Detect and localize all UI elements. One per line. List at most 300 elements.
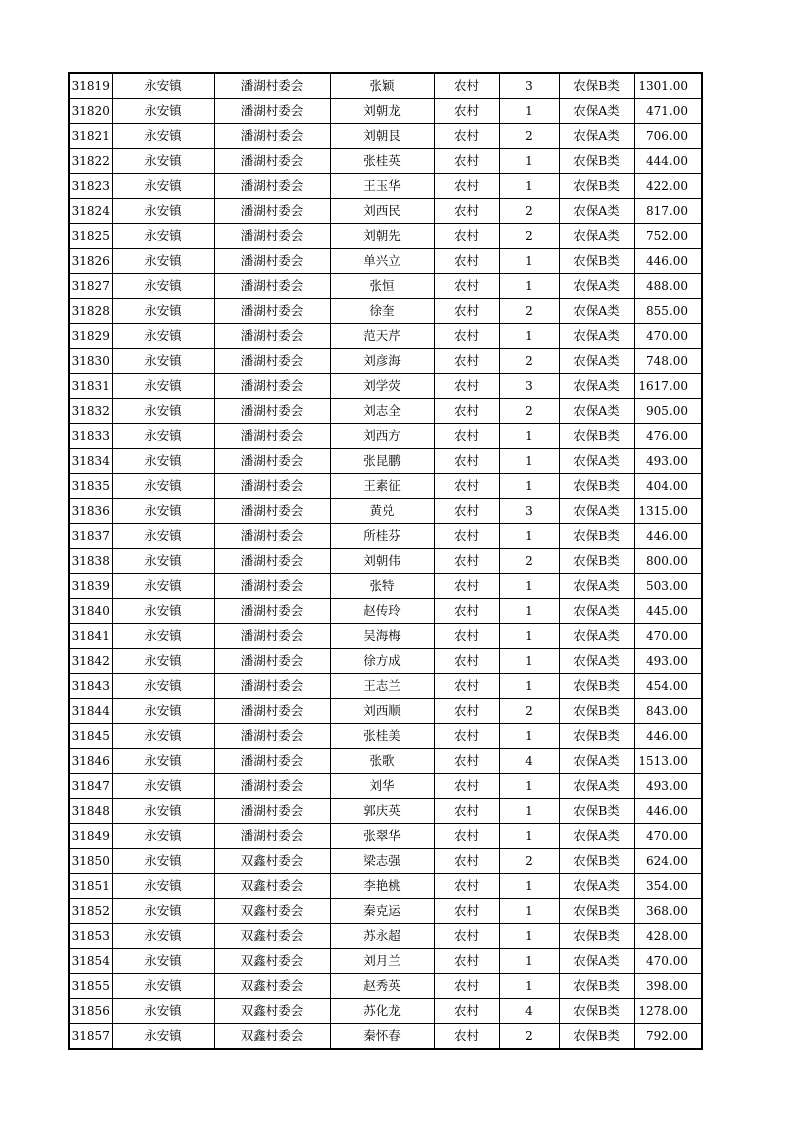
village-cell: 潘湖村委会 (214, 374, 330, 399)
town-cell: 永安镇 (112, 824, 214, 849)
row-id-cell: 31840 (69, 599, 112, 624)
row-id-cell: 31824 (69, 199, 112, 224)
amount-cell: 368.00 (634, 899, 702, 924)
household-count-cell: 2 (499, 349, 559, 374)
village-cell: 潘湖村委会 (214, 424, 330, 449)
name-cell: 刘朝先 (330, 224, 434, 249)
name-cell: 吴海梅 (330, 624, 434, 649)
amount-cell: 748.00 (634, 349, 702, 374)
town-cell: 永安镇 (112, 149, 214, 174)
table-row (69, 1024, 702, 1050)
town-cell: 永安镇 (112, 1024, 214, 1050)
row-id-cell: 31819 (69, 73, 112, 99)
row-id-cell: 31841 (69, 624, 112, 649)
data-table (68, 72, 703, 1050)
row-id-cell: 31851 (69, 874, 112, 899)
category-cell: 农保A类 (559, 624, 634, 649)
category-cell: 农保A类 (559, 224, 634, 249)
category-cell: 农保A类 (559, 599, 634, 624)
category-cell: 农保A类 (559, 874, 634, 899)
village-cell: 潘湖村委会 (214, 599, 330, 624)
town-cell: 永安镇 (112, 449, 214, 474)
row-id-cell: 31848 (69, 799, 112, 824)
table-row (69, 374, 702, 399)
town-cell: 永安镇 (112, 599, 214, 624)
household-count-cell: 1 (499, 424, 559, 449)
name-cell: 刘彦海 (330, 349, 434, 374)
category-cell: 农保B类 (559, 149, 634, 174)
amount-cell: 446.00 (634, 249, 702, 274)
area-type-cell: 农村 (434, 349, 499, 374)
household-count-cell: 1 (499, 774, 559, 799)
town-cell: 永安镇 (112, 174, 214, 199)
amount-cell: 800.00 (634, 549, 702, 574)
village-cell: 潘湖村委会 (214, 549, 330, 574)
name-cell: 赵传玲 (330, 599, 434, 624)
row-id-cell: 31821 (69, 124, 112, 149)
table-row (69, 649, 702, 674)
name-cell: 秦怀春 (330, 1024, 434, 1050)
category-cell: 农保A类 (559, 124, 634, 149)
area-type-cell: 农村 (434, 73, 499, 99)
row-id-cell: 31828 (69, 299, 112, 324)
table-row (69, 249, 702, 274)
row-id-cell: 31822 (69, 149, 112, 174)
village-cell: 双鑫村委会 (214, 899, 330, 924)
town-cell: 永安镇 (112, 399, 214, 424)
village-cell: 潘湖村委会 (214, 349, 330, 374)
town-cell: 永安镇 (112, 849, 214, 874)
amount-cell: 624.00 (634, 849, 702, 874)
table-row (69, 674, 702, 699)
village-cell: 潘湖村委会 (214, 799, 330, 824)
area-type-cell: 农村 (434, 924, 499, 949)
row-id-cell: 31834 (69, 449, 112, 474)
household-count-cell: 4 (499, 749, 559, 774)
household-count-cell: 1 (499, 799, 559, 824)
name-cell: 刘志全 (330, 399, 434, 424)
row-id-cell: 31845 (69, 724, 112, 749)
table-row (69, 349, 702, 374)
area-type-cell: 农村 (434, 974, 499, 999)
table-row (69, 274, 702, 299)
name-cell: 赵秀英 (330, 974, 434, 999)
amount-cell: 354.00 (634, 874, 702, 899)
town-cell: 永安镇 (112, 299, 214, 324)
household-count-cell: 1 (499, 474, 559, 499)
name-cell: 刘朝艮 (330, 124, 434, 149)
household-count-cell: 1 (499, 574, 559, 599)
category-cell: 农保B类 (559, 474, 634, 499)
table-row (69, 924, 702, 949)
row-id-cell: 31857 (69, 1024, 112, 1050)
name-cell: 刘西顺 (330, 699, 434, 724)
category-cell: 农保B类 (559, 724, 634, 749)
category-cell: 农保A类 (559, 774, 634, 799)
table-row (69, 899, 702, 924)
town-cell: 永安镇 (112, 524, 214, 549)
amount-cell: 446.00 (634, 724, 702, 749)
area-type-cell: 农村 (434, 849, 499, 874)
household-count-cell: 1 (499, 949, 559, 974)
category-cell: 农保A类 (559, 99, 634, 124)
amount-cell: 493.00 (634, 449, 702, 474)
household-count-cell: 1 (499, 149, 559, 174)
row-id-cell: 31849 (69, 824, 112, 849)
row-id-cell: 31838 (69, 549, 112, 574)
village-cell: 潘湖村委会 (214, 249, 330, 274)
name-cell: 张桂美 (330, 724, 434, 749)
area-type-cell: 农村 (434, 824, 499, 849)
village-cell: 潘湖村委会 (214, 73, 330, 99)
table-row (69, 299, 702, 324)
town-cell: 永安镇 (112, 499, 214, 524)
household-count-cell: 2 (499, 549, 559, 574)
name-cell: 郭庆英 (330, 799, 434, 824)
category-cell: 农保A类 (559, 299, 634, 324)
row-id-cell: 31833 (69, 424, 112, 449)
town-cell: 永安镇 (112, 124, 214, 149)
table-row (69, 849, 702, 874)
town-cell: 永安镇 (112, 99, 214, 124)
amount-cell: 445.00 (634, 599, 702, 624)
table-row (69, 699, 702, 724)
name-cell: 张昆鹏 (330, 449, 434, 474)
area-type-cell: 农村 (434, 324, 499, 349)
row-id-cell: 31844 (69, 699, 112, 724)
town-cell: 永安镇 (112, 349, 214, 374)
village-cell: 潘湖村委会 (214, 724, 330, 749)
village-cell: 潘湖村委会 (214, 574, 330, 599)
household-count-cell: 1 (499, 724, 559, 749)
household-count-cell: 1 (499, 99, 559, 124)
household-count-cell: 1 (499, 974, 559, 999)
village-cell: 潘湖村委会 (214, 149, 330, 174)
category-cell: 农保B类 (559, 999, 634, 1024)
row-id-cell: 31825 (69, 224, 112, 249)
category-cell: 农保B类 (559, 249, 634, 274)
row-id-cell: 31835 (69, 474, 112, 499)
area-type-cell: 农村 (434, 474, 499, 499)
table-row (69, 824, 702, 849)
table-row (69, 73, 702, 99)
row-id-cell: 31856 (69, 999, 112, 1024)
village-cell: 潘湖村委会 (214, 624, 330, 649)
amount-cell: 752.00 (634, 224, 702, 249)
household-count-cell: 1 (499, 174, 559, 199)
town-cell: 永安镇 (112, 924, 214, 949)
amount-cell: 446.00 (634, 524, 702, 549)
town-cell: 永安镇 (112, 73, 214, 99)
household-count-cell: 1 (499, 524, 559, 549)
household-count-cell: 1 (499, 874, 559, 899)
name-cell: 刘朝伟 (330, 549, 434, 574)
area-type-cell: 农村 (434, 574, 499, 599)
row-id-cell: 31846 (69, 749, 112, 774)
category-cell: 农保A类 (559, 499, 634, 524)
village-cell: 潘湖村委会 (214, 824, 330, 849)
amount-cell: 488.00 (634, 274, 702, 299)
town-cell: 永安镇 (112, 674, 214, 699)
amount-cell: 843.00 (634, 699, 702, 724)
area-type-cell: 农村 (434, 424, 499, 449)
category-cell: 农保A类 (559, 749, 634, 774)
category-cell: 农保A类 (559, 199, 634, 224)
town-cell: 永安镇 (112, 199, 214, 224)
category-cell: 农保A类 (559, 574, 634, 599)
table-row (69, 574, 702, 599)
town-cell: 永安镇 (112, 724, 214, 749)
village-cell: 潘湖村委会 (214, 199, 330, 224)
amount-cell: 706.00 (634, 124, 702, 149)
village-cell: 潘湖村委会 (214, 774, 330, 799)
village-cell: 双鑫村委会 (214, 999, 330, 1024)
household-count-cell: 2 (499, 699, 559, 724)
amount-cell: 792.00 (634, 1024, 702, 1050)
amount-cell: 905.00 (634, 399, 702, 424)
row-id-cell: 31852 (69, 899, 112, 924)
row-id-cell: 31842 (69, 649, 112, 674)
category-cell: 农保B类 (559, 73, 634, 99)
category-cell: 农保A类 (559, 649, 634, 674)
amount-cell: 470.00 (634, 824, 702, 849)
name-cell: 刘华 (330, 774, 434, 799)
row-id-cell: 31854 (69, 949, 112, 974)
name-cell: 王志兰 (330, 674, 434, 699)
area-type-cell: 农村 (434, 249, 499, 274)
row-id-cell: 31853 (69, 924, 112, 949)
row-id-cell: 31850 (69, 849, 112, 874)
table-body (69, 73, 702, 1049)
table-row (69, 499, 702, 524)
table-row (69, 749, 702, 774)
category-cell: 农保B类 (559, 899, 634, 924)
row-id-cell: 31847 (69, 774, 112, 799)
town-cell: 永安镇 (112, 874, 214, 899)
town-cell: 永安镇 (112, 749, 214, 774)
amount-cell: 422.00 (634, 174, 702, 199)
town-cell: 永安镇 (112, 324, 214, 349)
village-cell: 潘湖村委会 (214, 474, 330, 499)
row-id-cell: 31836 (69, 499, 112, 524)
household-count-cell: 1 (499, 924, 559, 949)
household-count-cell: 2 (499, 1024, 559, 1050)
household-count-cell: 4 (499, 999, 559, 1024)
row-id-cell: 31823 (69, 174, 112, 199)
row-id-cell: 31831 (69, 374, 112, 399)
name-cell: 张颖 (330, 73, 434, 99)
amount-cell: 503.00 (634, 574, 702, 599)
table-row (69, 949, 702, 974)
town-cell: 永安镇 (112, 799, 214, 824)
table-row (69, 224, 702, 249)
table-row (69, 799, 702, 824)
household-count-cell: 1 (499, 674, 559, 699)
name-cell: 刘朝龙 (330, 99, 434, 124)
name-cell: 黄兑 (330, 499, 434, 524)
name-cell: 张恒 (330, 274, 434, 299)
category-cell: 农保B类 (559, 699, 634, 724)
household-count-cell: 1 (499, 249, 559, 274)
area-type-cell: 农村 (434, 174, 499, 199)
area-type-cell: 农村 (434, 374, 499, 399)
household-count-cell: 3 (499, 374, 559, 399)
category-cell: 农保B类 (559, 974, 634, 999)
name-cell: 刘学荧 (330, 374, 434, 399)
name-cell: 苏永超 (330, 924, 434, 949)
category-cell: 农保B类 (559, 674, 634, 699)
town-cell: 永安镇 (112, 249, 214, 274)
category-cell: 农保A类 (559, 824, 634, 849)
village-cell: 潘湖村委会 (214, 99, 330, 124)
category-cell: 农保A类 (559, 449, 634, 474)
name-cell: 王玉华 (330, 174, 434, 199)
household-count-cell: 1 (499, 899, 559, 924)
row-id-cell: 31855 (69, 974, 112, 999)
name-cell: 徐方成 (330, 649, 434, 674)
area-type-cell: 农村 (434, 274, 499, 299)
table-row (69, 99, 702, 124)
area-type-cell: 农村 (434, 399, 499, 424)
village-cell: 双鑫村委会 (214, 874, 330, 899)
category-cell: 农保A类 (559, 399, 634, 424)
area-type-cell: 农村 (434, 199, 499, 224)
town-cell: 永安镇 (112, 699, 214, 724)
household-count-cell: 2 (499, 299, 559, 324)
household-count-cell: 2 (499, 224, 559, 249)
area-type-cell: 农村 (434, 799, 499, 824)
household-count-cell: 3 (499, 499, 559, 524)
table-row (69, 524, 702, 549)
name-cell: 所桂芬 (330, 524, 434, 549)
name-cell: 李艳桃 (330, 874, 434, 899)
amount-cell: 1315.00 (634, 499, 702, 524)
village-cell: 潘湖村委会 (214, 224, 330, 249)
town-cell: 永安镇 (112, 899, 214, 924)
row-id-cell: 31830 (69, 349, 112, 374)
village-cell: 潘湖村委会 (214, 399, 330, 424)
village-cell: 潘湖村委会 (214, 449, 330, 474)
town-cell: 永安镇 (112, 649, 214, 674)
household-count-cell: 2 (499, 399, 559, 424)
area-type-cell: 农村 (434, 149, 499, 174)
town-cell: 永安镇 (112, 224, 214, 249)
area-type-cell: 农村 (434, 499, 499, 524)
name-cell: 单兴立 (330, 249, 434, 274)
table-row (69, 549, 702, 574)
town-cell: 永安镇 (112, 974, 214, 999)
village-cell: 潘湖村委会 (214, 324, 330, 349)
category-cell: 农保B类 (559, 549, 634, 574)
area-type-cell: 农村 (434, 299, 499, 324)
name-cell: 张特 (330, 574, 434, 599)
amount-cell: 855.00 (634, 299, 702, 324)
category-cell: 农保B类 (559, 849, 634, 874)
table-row (69, 424, 702, 449)
village-cell: 潘湖村委会 (214, 749, 330, 774)
table-row (69, 399, 702, 424)
village-cell: 潘湖村委会 (214, 499, 330, 524)
area-type-cell: 农村 (434, 999, 499, 1024)
row-id-cell: 31829 (69, 324, 112, 349)
village-cell: 潘湖村委会 (214, 124, 330, 149)
village-cell: 双鑫村委会 (214, 924, 330, 949)
amount-cell: 470.00 (634, 324, 702, 349)
category-cell: 农保B类 (559, 424, 634, 449)
name-cell: 张翠华 (330, 824, 434, 849)
table-row (69, 449, 702, 474)
amount-cell: 471.00 (634, 99, 702, 124)
name-cell: 王素征 (330, 474, 434, 499)
category-cell: 农保B类 (559, 799, 634, 824)
category-cell: 农保B类 (559, 174, 634, 199)
amount-cell: 470.00 (634, 624, 702, 649)
name-cell: 张歌 (330, 749, 434, 774)
household-count-cell: 3 (499, 73, 559, 99)
town-cell: 永安镇 (112, 424, 214, 449)
row-id-cell: 31827 (69, 274, 112, 299)
amount-cell: 817.00 (634, 199, 702, 224)
name-cell: 徐奎 (330, 299, 434, 324)
row-id-cell: 31820 (69, 99, 112, 124)
household-count-cell: 2 (499, 199, 559, 224)
area-type-cell: 农村 (434, 699, 499, 724)
name-cell: 范天芹 (330, 324, 434, 349)
table-row (69, 174, 702, 199)
category-cell: 农保B类 (559, 924, 634, 949)
amount-cell: 476.00 (634, 424, 702, 449)
table-row (69, 124, 702, 149)
household-count-cell: 1 (499, 624, 559, 649)
household-count-cell: 1 (499, 274, 559, 299)
household-count-cell: 2 (499, 124, 559, 149)
village-cell: 潘湖村委会 (214, 649, 330, 674)
area-type-cell: 农村 (434, 599, 499, 624)
area-type-cell: 农村 (434, 549, 499, 574)
amount-cell: 444.00 (634, 149, 702, 174)
village-cell: 潘湖村委会 (214, 174, 330, 199)
table-row (69, 149, 702, 174)
category-cell: 农保A类 (559, 949, 634, 974)
area-type-cell: 农村 (434, 124, 499, 149)
household-count-cell: 1 (499, 324, 559, 349)
area-type-cell: 农村 (434, 749, 499, 774)
village-cell: 双鑫村委会 (214, 849, 330, 874)
town-cell: 永安镇 (112, 624, 214, 649)
table-row (69, 974, 702, 999)
row-id-cell: 31837 (69, 524, 112, 549)
row-id-cell: 31839 (69, 574, 112, 599)
household-count-cell: 1 (499, 449, 559, 474)
area-type-cell: 农村 (434, 674, 499, 699)
area-type-cell: 农村 (434, 724, 499, 749)
area-type-cell: 农村 (434, 649, 499, 674)
town-cell: 永安镇 (112, 949, 214, 974)
table-row (69, 774, 702, 799)
row-id-cell: 31826 (69, 249, 112, 274)
table-row (69, 724, 702, 749)
name-cell: 张桂英 (330, 149, 434, 174)
category-cell: 农保B类 (559, 1024, 634, 1050)
name-cell: 刘月兰 (330, 949, 434, 974)
town-cell: 永安镇 (112, 999, 214, 1024)
amount-cell: 454.00 (634, 674, 702, 699)
name-cell: 秦克运 (330, 899, 434, 924)
table-row (69, 999, 702, 1024)
village-cell: 双鑫村委会 (214, 949, 330, 974)
area-type-cell: 农村 (434, 899, 499, 924)
area-type-cell: 农村 (434, 99, 499, 124)
